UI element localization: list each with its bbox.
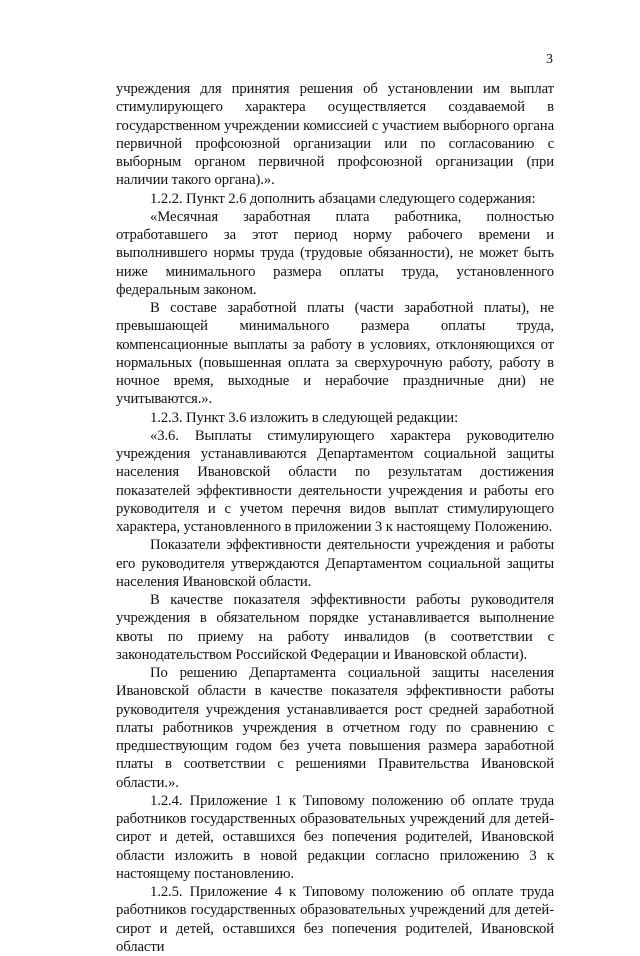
paragraph-clause-1-2-5: 1.2.5. Приложение 4 к Типовому положению об оплате труда работников государственных образовательных учреждений для детей-сирот и детей, оставшихся без попечения родителей, Ивановской области [116,884,554,955]
paragraph-wage-growth: По решению Департамента социальной защиты населения Ивановской области в качестве показателя эффективности работы руководителя учреждения устанавливается рост средней заработной платы работников учреждения в отчетном году по сравнению с предшествующим годом без учета повышения размера заработной платы в соответствии с решениями Правительства Ивановской области.». [116,665,554,791]
paragraph-compensation: В составе заработной платы (части заработной платы), не превышающей минимального размера оплаты труда, компенсационные выплаты за работу в условиях, отклоняющихся от нормальных (повышенная оплата за сверхурочную работу, работу в ночное время, выходные и нерабочие праздничные дни) не учитываются.». [116,300,554,408]
paragraph-clause-1-2-4: 1.2.4. Приложение 1 к Типовому положению об оплате труда работников государственных образовательных учреждений для детей-сирот и детей, оставшихся без попечения родителей, Ивановской области изложить в новой редакции согласно приложению 3 к настоящему постановлению. [116,792,554,882]
paragraph-item-3-6: «3.6. Выплаты стимулирующего характера руководителю учреждения устанавливаются Департаментом социальной защиты населения Ивановской области по результатам достижения показателей эффективности деятельности учреждения и работы его руководителя и с учетом перечня видов выплат стимулирующего характера, установленного в приложении 3 к настоящему Положению. [116,427,554,535]
paragraph-clause-1-2-3: 1.2.3. Пункт 3.6 изложить в следующей редакции: [150,409,459,426]
document-body [116,80,554,956]
paragraph-efficiency-indicators: Показатели эффективности деятельности учреждения и работы его руководителя утверждаются Департаментом социальной защиты населения Ивановской области. [116,537,554,590]
paragraph-clause-1-2-2: 1.2.2. Пункт 2.6 дополнить абзацами следующего содержания: [150,190,536,207]
paragraph-disability-quota: В качестве показателя эффективности работы руководителя учреждения в обязательном порядке устанавливается выполнение квоты по приему на работу инвалидов (в соответствии с законодательством Российской Федерации и Ивановской области). [116,592,554,663]
paragraph-monthly-wage: «Месячная заработная плата работника, полностью отработавшего за этот период норму рабочего времени и выполнившего нормы труда (трудовые обязанности), не может быть ниже минимального размера оплаты труда, установленного федеральным законом. [116,208,554,298]
page-number: 3 [546,52,553,67]
paragraph-continuation: учреждения для принятия решения об установлении им выплат стимулирующего характера осуществляется создаваемой в государственном учреждении комиссией с участием выборного органа первичной профсоюзной организации или по согласованию с выборным органом первичной профсоюзной организации (при наличии такого органа).». [116,81,554,189]
